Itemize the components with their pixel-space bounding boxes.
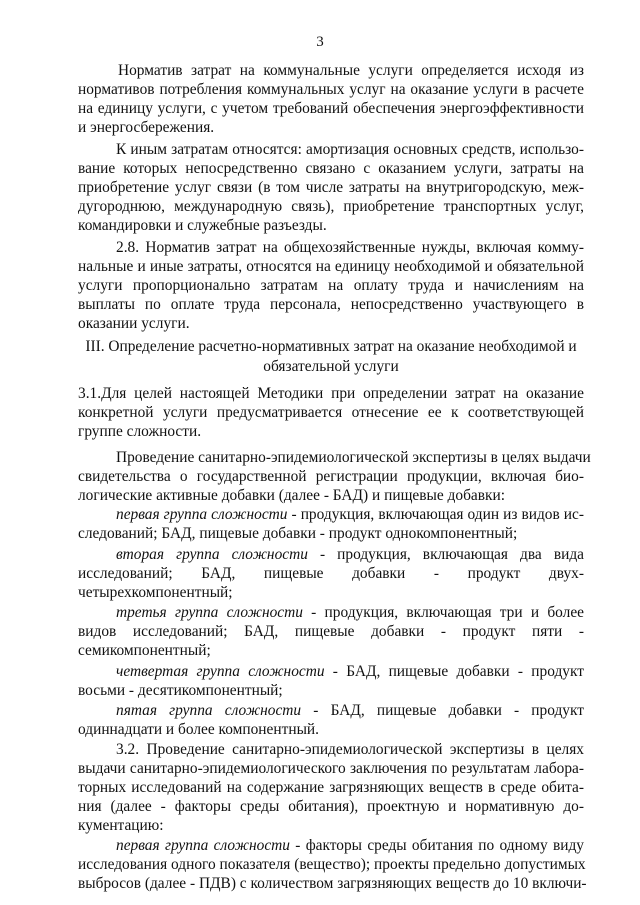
paragraph-line (78, 119, 584, 137)
line-text: - факторы среды обитания по одному виду (289, 837, 584, 854)
line-text: командировки и служебные разъезды. (78, 217, 327, 234)
line-text: услуги пропорционально затратам на оплату труда и начислениям на (78, 277, 584, 294)
paragraph-line (78, 682, 584, 700)
line-text: и энергосбережения. (78, 119, 215, 136)
line-text: Проведение санитарно-эпидемиологической экспертизы в целях выдачи (116, 449, 591, 466)
paragraph-line (78, 721, 584, 739)
line-text: видов исследований; БАД, пищевые добавки - продукт пяти - (78, 623, 584, 640)
paragraph-line (78, 100, 584, 118)
italic-term: первая группа сложности (116, 506, 288, 523)
paragraph-line (78, 296, 584, 314)
paragraph-line (116, 702, 584, 720)
paragraph-line (78, 779, 584, 797)
line-text: логические активные добавки (далее - БАД) и пищевые добавки: (78, 487, 505, 504)
line-text: 3.1.Для целей настоящей Методики при определении затрат на оказание (78, 385, 584, 402)
line-text: нальные и иные затраты, относятся на единицу необходимой и обязательной (78, 258, 584, 275)
italic-term: третья группа сложности (116, 604, 303, 621)
paragraph-line (78, 798, 584, 816)
paragraph-line (78, 81, 584, 99)
paragraph-line (78, 277, 584, 295)
paragraph-line (116, 604, 584, 622)
line-text: оказании услуги. (78, 315, 190, 332)
line-text: Норматив затрат на коммунальные услуги определяется исходя из (118, 62, 584, 79)
italic-term: четвертая группа сложности (116, 663, 325, 680)
paragraph-line (78, 584, 584, 602)
line-text: группе сложности. (78, 423, 202, 440)
paragraph-line (78, 258, 584, 276)
paragraph-line (118, 62, 584, 80)
line-text: на единицу услуги, с учетом требований обеспечения энергоэффективности (78, 100, 584, 117)
paragraph-line (78, 315, 584, 333)
line-text: исследования одного показателя (вещество); проекты предельно допустимых (78, 856, 586, 873)
line-text: семикомпонентный; (78, 642, 211, 659)
line-text: ния (далее - факторы среды обитания), проектную и нормативную до- (78, 798, 584, 815)
paragraph-line (78, 856, 584, 874)
paragraph-line (78, 875, 587, 893)
paragraph-line (78, 642, 584, 660)
italic-term: вторая группа сложности (116, 546, 308, 563)
paragraph-line (116, 837, 584, 855)
italic-term: первая группа сложности (116, 837, 290, 854)
paragraph-line (78, 385, 584, 403)
line-text: К иным затратам относятся: амортизация основных средств, использо- (116, 141, 584, 158)
line-text: исследований; БАД, пищевые добавки - продукт двух- (78, 565, 584, 582)
paragraph-line (116, 449, 591, 467)
paragraph-line (78, 525, 584, 543)
italic-term: пятая группа сложности (116, 702, 302, 719)
line-text: одиннадцати и более компонентный. (78, 721, 319, 738)
line-text: торных исследований на содержание загрязняющих веществ в среде обита- (78, 779, 584, 796)
paragraph-line (78, 423, 584, 441)
paragraph-line (78, 760, 584, 778)
section-heading-line (78, 338, 584, 356)
paragraph-line (78, 404, 584, 422)
paragraph-line (116, 741, 584, 759)
line-text: кументацию: (78, 817, 164, 834)
paragraph-line (78, 179, 584, 197)
paragraph-line (116, 506, 584, 524)
line-text: выбросов (далее - ПДВ) с количеством загрязняющих веществ до 10 включи- (78, 875, 587, 892)
line-text: выплаты по оплате труда персонала, непосредственно участвующего в (78, 296, 584, 313)
line-text: 2.8. Норматив затрат на общехозяйственные нужды, включая комму- (116, 239, 584, 256)
line-text: конкретной услуги предусматривается отнесение ее к соответствующей (78, 404, 584, 421)
paragraph-line (116, 546, 584, 564)
section-heading-line (78, 358, 584, 376)
line-text: четырехкомпонентный; (78, 584, 233, 601)
line-text: выдачи санитарно-эпидемиологического заключения по результатам лабора- (78, 760, 584, 777)
line-text: III. Определение расчетно-нормативных затрат на оказание необходимой и (85, 338, 577, 355)
line-text: обязательной услуги (263, 358, 399, 375)
page-number: 3 (316, 34, 324, 50)
line-text: - продукция, включающая три и более (302, 604, 584, 621)
paragraph-line (78, 217, 584, 235)
paragraph-line (78, 623, 584, 641)
paragraph-line (78, 160, 584, 178)
line-text: нормативов потребления коммунальных услуг на оказание услуги в расчете (78, 81, 584, 98)
line-text: - продукция, включающая один из видов ис- (287, 506, 585, 523)
line-text: свидетельства о государственной регистрации продукции, включая био- (78, 468, 584, 485)
line-text: вание которых непосредственно связано с оказанием услуги, затраты на (78, 160, 584, 177)
line-text: - продукция, включающая два вида (307, 546, 584, 563)
line-text: дугороднюю, международную связь), приобретение транспортных услуг, (78, 198, 584, 215)
line-text: приобретение услуг связи (в том числе затраты на внутригородскую, меж- (78, 179, 584, 196)
paragraph-line (116, 141, 584, 159)
line-text: - БАД, пищевые добавки - продукт (324, 663, 584, 680)
paragraph-line (78, 198, 584, 216)
paragraph-line (78, 487, 584, 505)
paragraph-line (78, 468, 584, 486)
line-text: следований; БАД, пищевые добавки - продукт однокомпонентный; (78, 525, 518, 542)
paragraph-line (116, 239, 584, 257)
paragraph-line (116, 663, 584, 681)
paragraph-line (78, 565, 584, 583)
line-text: восьми - десятикомпонентный; (78, 682, 283, 699)
paragraph-line (78, 817, 584, 835)
line-text: 3.2. Проведение санитарно-эпидемиологической экспертизы в целях (116, 741, 584, 758)
line-text: - БАД, пищевые добавки - продукт (301, 702, 584, 719)
